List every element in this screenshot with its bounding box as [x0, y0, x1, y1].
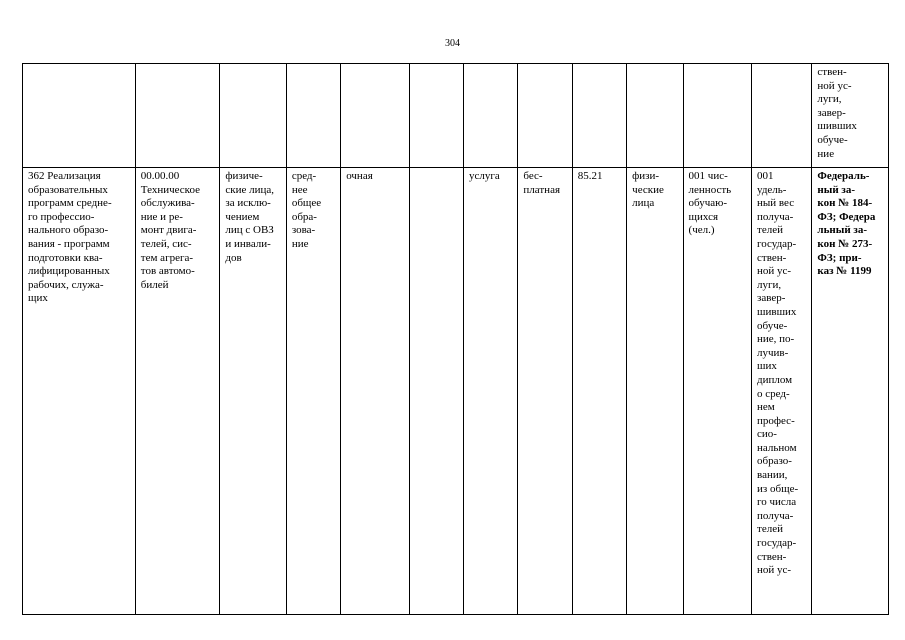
legal-basis-cell: Федераль- ный за- кон № 184- ФЗ; Федера льный за- кон № 273- ФЗ; при- каз № 1199	[812, 168, 889, 615]
table-cell	[135, 64, 220, 168]
table-cell	[220, 64, 286, 168]
okved-cell: 85.21	[572, 168, 626, 615]
volume-indicator-cell: 001 чис- ленность обучаю- щихся (чел.)	[683, 168, 751, 615]
table-row-continued	[23, 64, 889, 168]
table-cell	[683, 64, 751, 168]
table-cell	[627, 64, 683, 168]
table-row-service-362	[23, 168, 889, 615]
table-cell: ствен- ной ус- луги, завер- шивших обуче- ние	[812, 64, 889, 168]
table-cell	[464, 64, 518, 168]
education-level-cell: сред- нее общее обра- зова- ние	[286, 168, 340, 615]
payment-cell: бес- платная	[518, 168, 572, 615]
empty-cell	[409, 168, 463, 615]
consumer-category-cell: физи- ческие лица	[627, 168, 683, 615]
program-code-cell: 00.00.00 Техническое обслужива- ние и ре- монт двига- телей, сис- тем агрега- тов автомо- билей	[135, 168, 220, 615]
service-name-cell: 362 Реализация образовательных программ средне- го профессио- нального образо- вания - программ подготовки ква- лифицированных рабочих, служа- щих	[23, 168, 136, 615]
service-table	[22, 63, 889, 615]
table-cell	[518, 64, 572, 168]
table-cell	[572, 64, 626, 168]
page-number: 304	[445, 38, 460, 49]
table-cell	[23, 64, 136, 168]
table-cell	[409, 64, 463, 168]
quality-indicator-cell: 001 удель- ный вес получа- телей государ- ствен- ной ус- луги, завер- шивших обуче- ние, по- лучив- ших диплом о сред- нем профес- сио- нальном образо- вании, из обще- го числа получа- телей государ- ствен- ной ус-	[752, 168, 812, 615]
recipients-cell: физиче- ские лица, за исклю- чением лиц с ОВЗ и инвали- дов	[220, 168, 286, 615]
table-cell	[341, 64, 409, 168]
type-cell: услуга	[464, 168, 518, 615]
table-cell-quality-continued	[752, 64, 812, 168]
table-cell	[286, 64, 340, 168]
study-form-cell: очная	[341, 168, 409, 615]
